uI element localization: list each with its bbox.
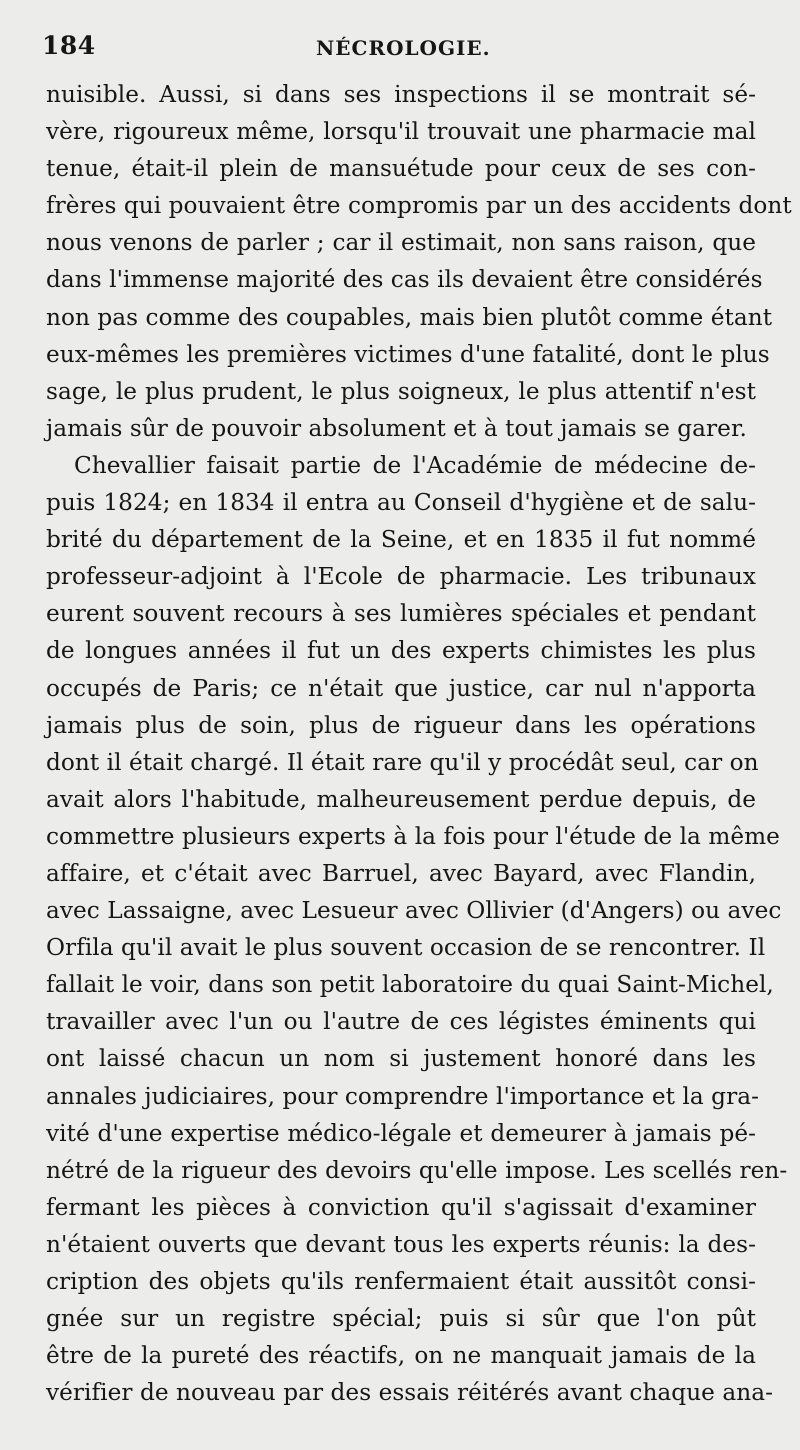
text-line: eux-mêmes les premières victimes d'une fatalité, dont le plus	[46, 340, 770, 368]
text-line: puis 1824; en 1834 il entra au Conseil d'hygiène et de salu-	[46, 489, 756, 517]
page-number: 184	[42, 31, 96, 60]
page-header	[42, 30, 772, 70]
text-line: cription des objets qu'ils renfermaient était aussitôt consi-	[46, 1268, 756, 1295]
text-line: nous venons de parler ; car il estimait, non sans raison, que	[46, 229, 756, 257]
text-line: être de la pureté des réactifs, on ne manquait jamais de la	[46, 1342, 756, 1370]
text-line: brité du département de la Seine, et en 1835 il fut nommé	[46, 526, 756, 554]
text-line: gnée sur un registre spécial; puis si sûr que l'on pût	[46, 1305, 756, 1333]
text-line: professeur-adjoint à l'Ecole de pharmacie. Les tribunaux	[46, 563, 756, 591]
text-line: jamais plus de soin, plus de rigueur dans les opérations	[46, 711, 756, 739]
text-line: Orfila qu'il avait le plus souvent occasion de se rencontrer. Il	[46, 934, 766, 962]
running-title: NÉCROLOGIE.	[316, 36, 491, 60]
text-line: occupés de Paris; ce n'était que justice, car nul n'apporta	[46, 674, 756, 702]
text-line: nétré de la rigueur des devoirs qu'elle impose. Les scellés ren-	[46, 1156, 788, 1184]
text-line: n'étaient ouverts que devant tous les experts réunis: la des-	[46, 1230, 756, 1258]
text-line: de longues années il fut un des experts chimistes les plus	[46, 637, 756, 665]
text-line: avec Lassaigne, avec Lesueur avec Ollivier (d'Angers) ou avec	[46, 897, 782, 925]
text-line: fallait le voir, dans son petit laboratoire du quai Saint-Michel,	[46, 971, 774, 999]
text-line: eurent souvent recours à ses lumières spéciales et pendant	[46, 600, 756, 628]
text-line: affaire, et c'était avec Barruel, avec Bayard, avec Flandin,	[46, 859, 756, 887]
text-line: frères qui pouvaient être compromis par un des accidents dont	[46, 192, 792, 220]
text-line: travailler avec l'un ou l'autre de ces légistes éminents qui	[46, 1008, 756, 1036]
text-line: tenue, était-il plein de mansuétude pour ceux de ses con-	[46, 155, 756, 183]
text-line: vère, rigoureux même, lorsqu'il trouvait une pharmacie mal	[46, 118, 756, 146]
text-line: dans l'immense majorité des cas ils devaient être considérés	[46, 266, 763, 294]
text-line: non pas comme des coupables, mais bien plutôt comme étant	[46, 303, 773, 331]
body-text	[46, 76, 792, 1411]
text-line: nuisible. Aussi, si dans ses inspections il se montrait sé-	[46, 81, 756, 108]
text-line: ont laissé chacun un nom si justement honoré dans les	[46, 1045, 756, 1073]
paragraph-end-line: jamais sûr de pouvoir absolument et à tout jamais se garer.	[46, 414, 747, 442]
text-line: avait alors l'habitude, malheureusement perdue depuis, de	[46, 785, 756, 813]
text-line: commettre plusieurs experts à la fois pour l'étude de la même	[46, 822, 780, 850]
text-line: vérifier de nouveau par des essais réitérés avant chaque ana-	[46, 1379, 773, 1407]
text-line: dont il était chargé. Il était rare qu'il y procédât seul, car on	[46, 748, 759, 776]
paragraph-start-line: Chevallier faisait partie de l'Académie de médecine de-	[74, 451, 756, 479]
text-line: sage, le plus prudent, le plus soigneux, le plus attentif n'est	[46, 377, 756, 405]
text-line: vité d'une expertise médico-légale et demeurer à jamais pé-	[46, 1119, 756, 1147]
text-line: fermant les pièces à conviction qu'il s'agissait d'examiner	[46, 1193, 756, 1221]
text-line: annales judiciaires, pour comprendre l'importance et la gra-	[46, 1082, 759, 1110]
